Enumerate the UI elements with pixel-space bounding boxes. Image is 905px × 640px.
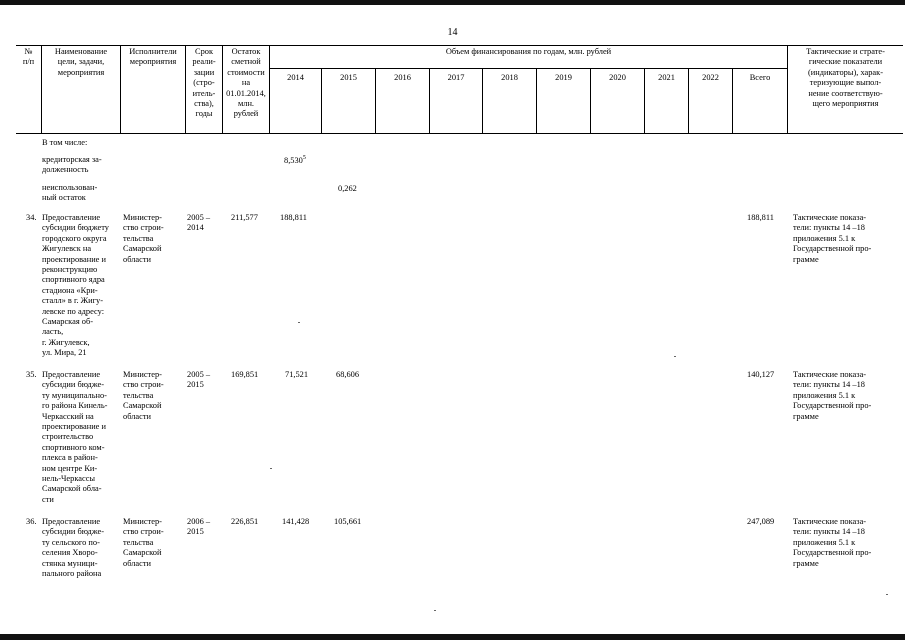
row-34-executor: Министер- ство строи- тельства Самарской области bbox=[123, 213, 164, 264]
scan-top-border bbox=[0, 0, 905, 5]
row-36-indicators: Тактические показа- тели: пункты 14 –18 приложения 5.1 к Государственной про- грамме bbox=[793, 517, 872, 568]
header-year-2022: 2022 bbox=[702, 73, 719, 82]
scan-speck bbox=[298, 322, 300, 323]
scan-speck bbox=[886, 594, 888, 595]
header-executor: Исполнители мероприятия bbox=[129, 47, 177, 67]
header-year-2015: 2015 bbox=[340, 73, 357, 82]
row-36-balance: 226,851 bbox=[231, 517, 259, 526]
row-34-balance: 211,577 bbox=[231, 213, 258, 222]
scan-speck bbox=[674, 356, 676, 357]
row-35-indicators: Тактические показа- тели: пункты 14 –18 приложения 5.1 к Государственной про- грамме bbox=[793, 370, 872, 421]
row-35-balance: 169,851 bbox=[231, 370, 259, 379]
row-35-name: Предоставление субсидии бюдже- ту муниципально- го района Кинель- Черкасский на проектирование и строительство спортивного ком- плекса в район- ном центре Ки- нель-Черкассы Самарской обла- сти bbox=[42, 370, 108, 504]
header-total: Всего bbox=[749, 73, 771, 82]
header-year-2019: 2019 bbox=[555, 73, 572, 82]
row-34-term: 2005 – 2014 bbox=[187, 213, 211, 233]
header-top-line bbox=[16, 45, 903, 46]
row-36-name: Предоставление субсидии бюдже- ту сельского по- селения Хворо- стянка муници- пального района bbox=[42, 517, 104, 579]
header-year-2014: 2014 bbox=[287, 73, 304, 82]
header-year-2020: 2020 bbox=[609, 73, 626, 82]
row-34-total: 188,811 bbox=[747, 213, 774, 222]
including-label: В том числе: bbox=[42, 138, 88, 147]
row-35-term: 2005 – 2015 bbox=[187, 370, 211, 390]
header-term: Срок реали- зации (стро- итель- ства), годы bbox=[192, 47, 216, 119]
row-34-name: Предоставление субсидии бюджету городского округа Жигулевск на проектирование и реконструкцию спортивного ядра стадиона «Кри- сталл» в г. Жигу- левске по адресу: Самарская об- ласть, г. Жигулевск, ул. Мира, 21 bbox=[42, 213, 109, 358]
row-35-executor: Министер- ство строи- тельства Самарской области bbox=[123, 370, 164, 421]
row-35-year-2015: 68,606 bbox=[336, 370, 360, 379]
row-36-year-2015: 105,661 bbox=[334, 517, 362, 526]
column-divider bbox=[269, 45, 270, 134]
header-year-2018: 2018 bbox=[501, 73, 518, 82]
years-divider-line bbox=[269, 68, 787, 69]
row-36-num: 36. bbox=[26, 517, 37, 526]
row-34-indicators: Тактические показа- тели: пункты 14 –18 приложения 5.1 к Государственной про- грамме bbox=[793, 213, 872, 264]
row-35-total: 140,127 bbox=[747, 370, 775, 379]
header-year-2021: 2021 bbox=[658, 73, 675, 82]
debt-footnote-mark: 5 bbox=[302, 155, 306, 161]
scan-bottom-border bbox=[0, 634, 905, 640]
unused-value: 0,262 bbox=[338, 184, 357, 193]
header-num: № п/п bbox=[22, 47, 35, 67]
page-number: 14 bbox=[447, 27, 458, 38]
header-year-2016: 2016 bbox=[394, 73, 411, 82]
debt-label: кредиторская за- долженность bbox=[42, 155, 102, 175]
scan-speck bbox=[270, 468, 272, 469]
header-bottom-line bbox=[16, 133, 903, 134]
row-35-year-2014: 71,521 bbox=[285, 370, 309, 379]
row-36-executor: Министер- ство строи- тельства Самарской области bbox=[123, 517, 164, 568]
row-34-num: 34. bbox=[26, 213, 37, 222]
row-34-year-2014: 188,811 bbox=[280, 213, 307, 222]
header-balance: Остаток сметной стоимости на 01.01.2014, млн. рублей bbox=[226, 47, 266, 119]
header-financing: Объем финансирования по годам, млн. рублей bbox=[445, 47, 612, 56]
header-year-2017: 2017 bbox=[447, 73, 465, 82]
row-35-num: 35. bbox=[26, 370, 37, 379]
header-name: Наименование цели, задачи, мероприятия bbox=[54, 47, 108, 77]
header-indicators: Тактические и страте- гические показатели (индикаторы), харак- теризующие выпол- нение соответствую- щего мероприятия bbox=[806, 47, 885, 109]
unused-label: неиспользован- ный остаток bbox=[42, 183, 98, 203]
debt-value: 8,530$^5$ bbox=[284, 155, 306, 165]
row-36-year-2014: 141,428 bbox=[282, 517, 310, 526]
row-36-term: 2006 – 2015 bbox=[187, 517, 211, 537]
scan-speck bbox=[434, 610, 436, 611]
row-36-total: 247,089 bbox=[747, 517, 775, 526]
